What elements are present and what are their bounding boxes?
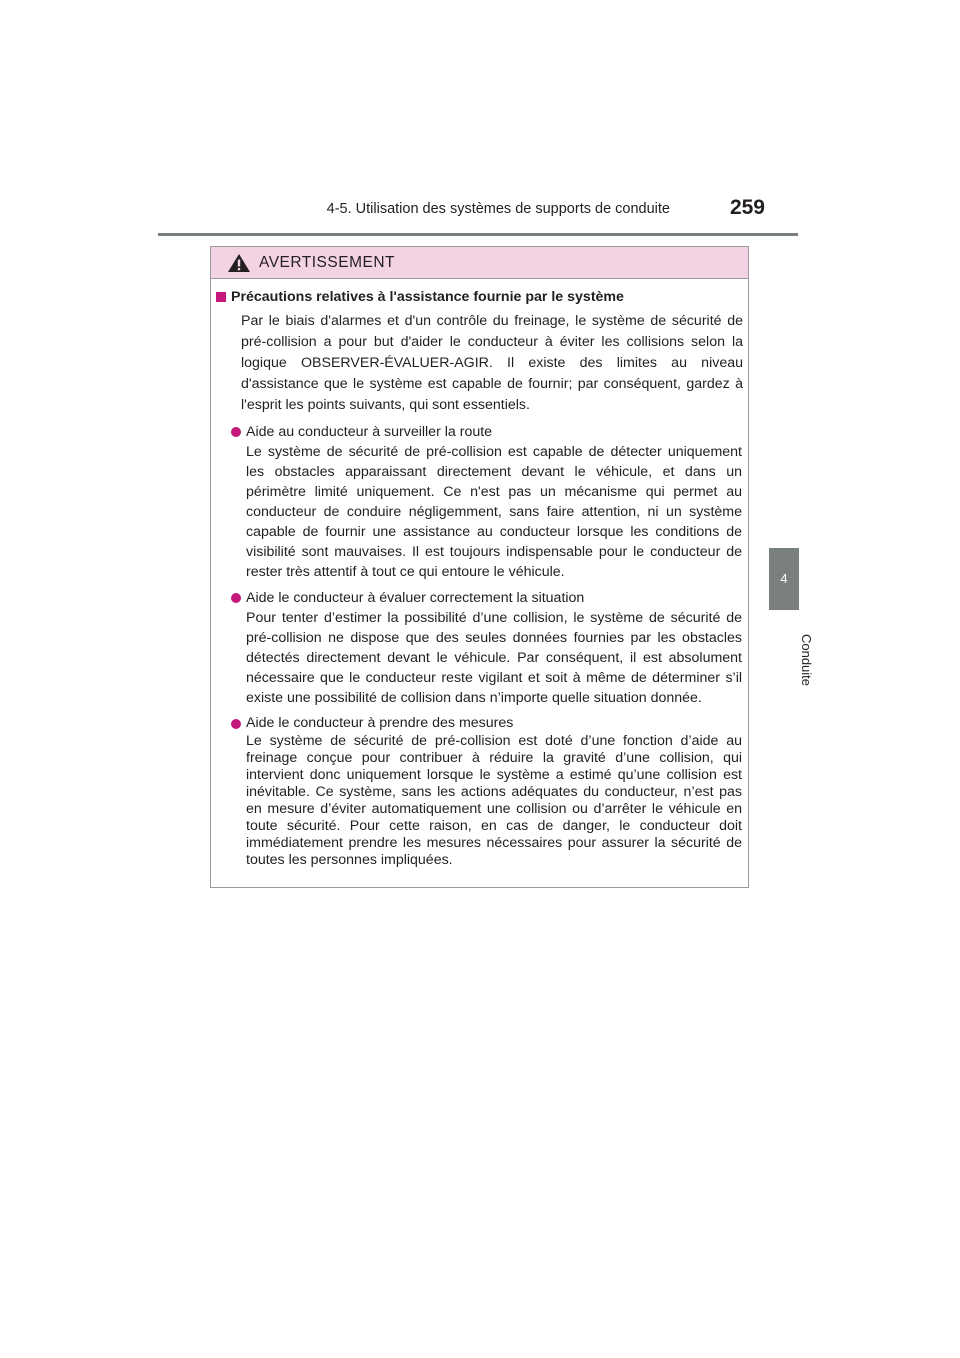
page-number: 259: [729, 196, 765, 219]
warning-heading-text: Précautions relatives à l'assistance fournie par le système: [231, 289, 624, 305]
list-item-title: Aide au conducteur à surveiller la route: [246, 424, 493, 440]
list-item-content: [246, 714, 743, 869]
bullet-dot-icon: [231, 719, 241, 729]
list-item-title: Aide le conducteur à évaluer correctement la situation: [246, 590, 585, 606]
list-item: [231, 588, 743, 708]
list-item-content: [246, 588, 743, 708]
warning-intro: Par le biais d'alarmes et d'un contrôle du freinage, le système de sécurité de pré-collision a pour but d'aider le conducteur à éviter les collisions selon la logique OBSERVER-ÉVALUER-AGIR. Il existe des limites au niveau d'assistance que le système est capable de fournir; par conséquent, gardez à l'esprit les points suivants, qui sont essentiels.: [241, 313, 743, 413]
list-item-text: Pour tenter d’estimer la possibilité d’une collision, le système de sécurité de pré-collision ne dispose que des seules données fournies par les obstacles détectés directement devant le véhicule. Par conséquent, il est absolument nécessaire que le conducteur reste vigilant et soit à même de déterminer s’il existe une possibilité de collision dans n’importe quelle situation donnée.: [246, 610, 742, 706]
warning-box: [210, 246, 749, 888]
warning-header: [211, 247, 748, 279]
list-item: [231, 422, 743, 582]
chapter-number: 4: [780, 571, 788, 586]
warning-heading: [216, 288, 743, 307]
list-item-title: Aide le conducteur à prendre des mesures: [246, 715, 514, 731]
list-item: [231, 714, 743, 869]
header-divider: [158, 233, 798, 236]
chapter-label: Conduite: [799, 633, 814, 687]
list-item-text: Le système de sécurité de pré-collision est doté d’une fonction d’aide au freinage conçue pour contribuer à réduire la gravité d’une collision, qui intervient donc uniquement lorsque le système a estimé qu’une collision est inévitable. Ce système, sans les actions adéquates du conducteur, n’est pas en mesure d’éviter automatiquement une collision ou d’arrêter le véhicule en toute sécurité. Pour cette raison, en cas de danger, le conducteur doit immédiatement prendre les mesures nécessaires pour assurer la sécurité de toutes les personnes impliquées.: [246, 733, 742, 868]
warning-triangle-icon: [227, 253, 251, 273]
bullet-dot-icon: [231, 593, 241, 603]
bullet-dot-icon: [231, 427, 241, 437]
section-title: 4-5. Utilisation des systèmes de supports de conduite: [326, 201, 670, 217]
warning-body: [211, 279, 748, 869]
square-bullet-icon: [216, 292, 226, 302]
chapter-tab: [769, 548, 799, 610]
list-item-text: Le système de sécurité de pré-collision est capable de détecter uniquement les obstacles apparaissant directement devant le véhicule, et dans un périmètre limité uniquement. Ce n'est pas un mécanisme qui permet au conducteur de conduire négligemment, sans faire attention, ni un système capable de fournir une assistance au conducteur lorsque les conditions de visibilité sont mauvaises. Il est toujours indispensable pour le conducteur de rester très attentif à tout ce qui entoure le véhicule.: [246, 444, 742, 580]
list-item-content: [246, 422, 743, 582]
warning-title: AVERTISSEMENT: [259, 253, 395, 271]
